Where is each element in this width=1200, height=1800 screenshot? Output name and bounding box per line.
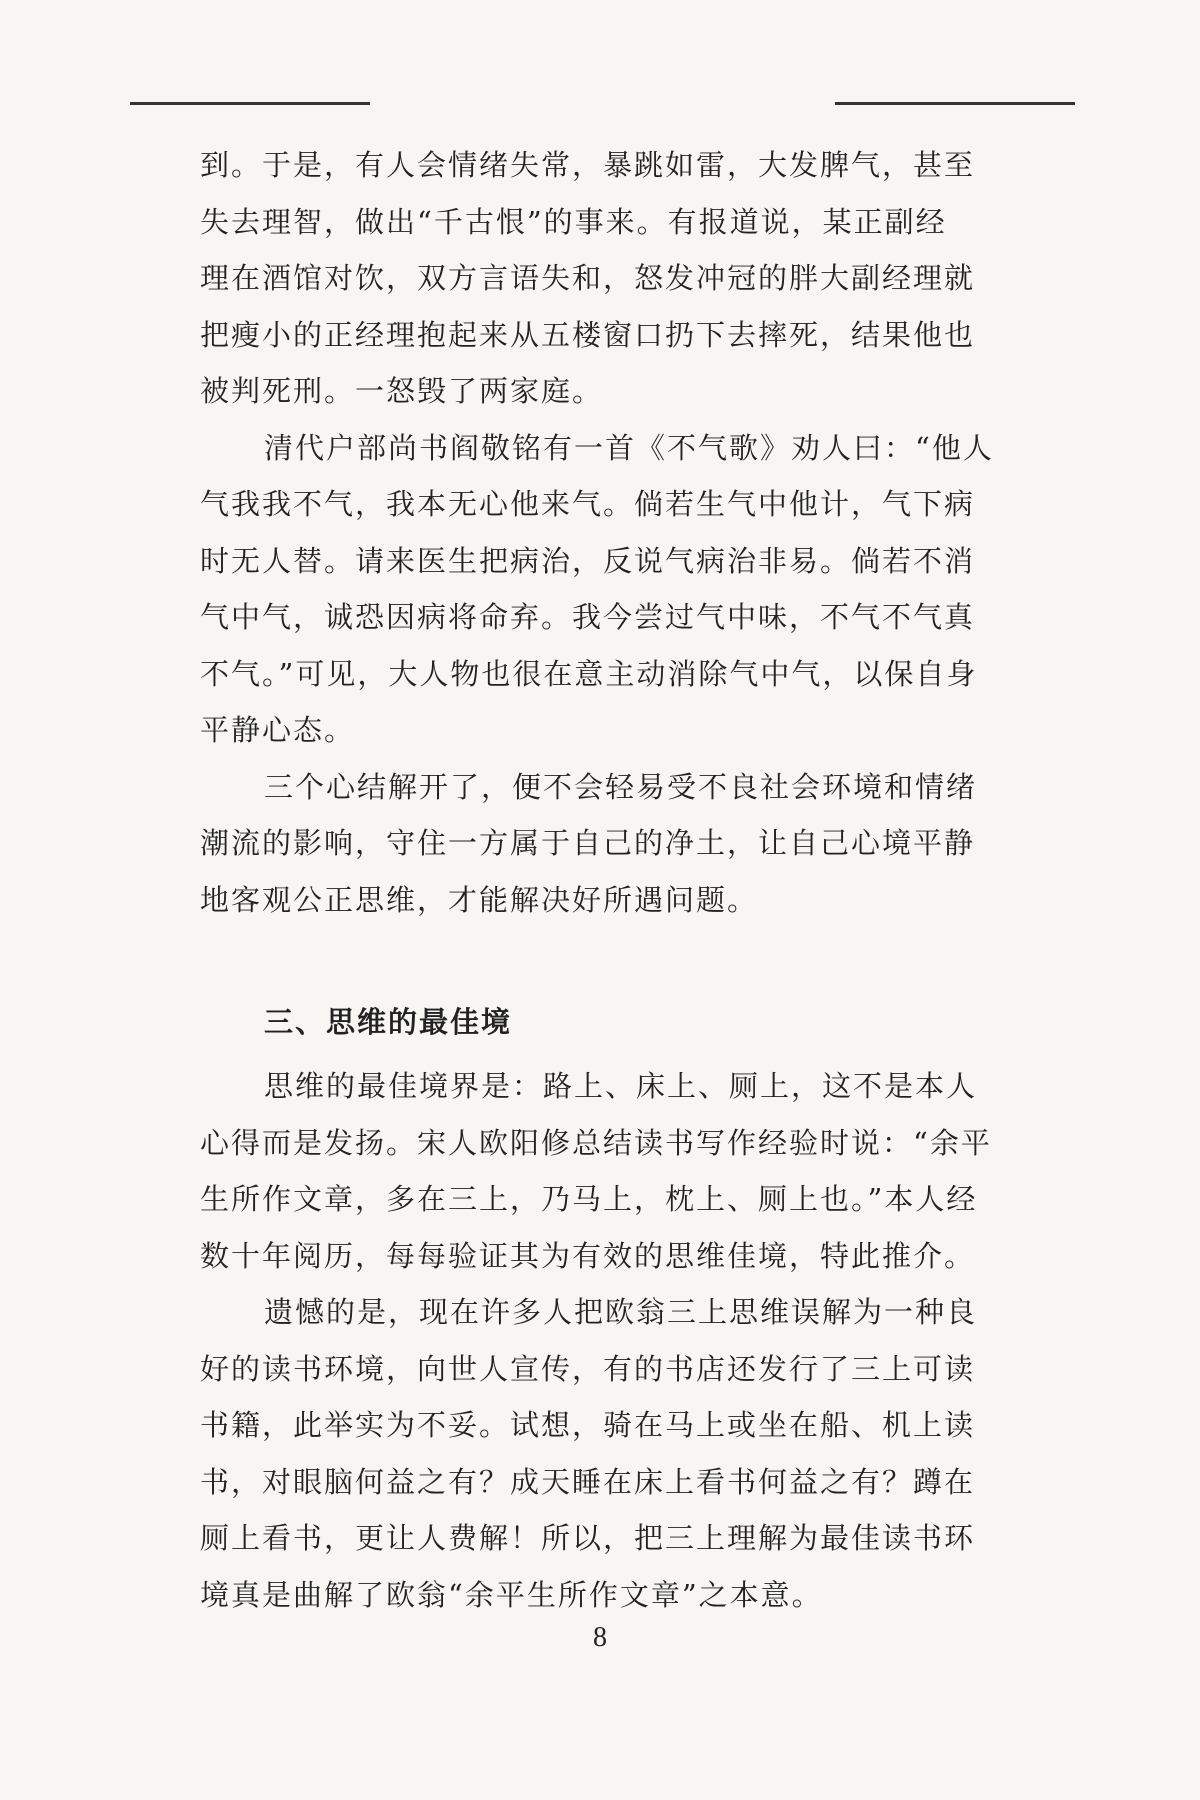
text-line: 遗憾的是，现在许多人把欧翁三上思维误解为一种良 — [264, 1295, 978, 1329]
text-line: 到。于是，有人会情绪失常，暴跳如雷，大发脾气，甚至 — [200, 148, 976, 182]
header-rule-right — [835, 102, 1075, 105]
text-line: 书籍，此举实为不妥。试想，骑在马上或坐在船、机上读 — [200, 1408, 976, 1442]
text-line: 被判死刑。一怒毁了两家庭。 — [200, 374, 604, 408]
text-line: 思维的最佳境界是：路上、床上、厕上，这不是本人 — [264, 1069, 978, 1103]
text-line: 数十年阅历，每每验证其为有效的思维佳境，特此推介。 — [200, 1238, 976, 1273]
text-line: 三个心结解开了，便不会轻易受不良社会环境和情绪 — [264, 769, 978, 804]
text-line: 气我我不气，我本无心他来气。倘若生气中他计，气下病 — [200, 487, 976, 521]
text-line: 厕上看书，更让人费解！所以，把三上理解为最佳读书环 — [200, 1521, 976, 1555]
body-text-bottom — [200, 1058, 1000, 1623]
text-line: 书，对眼脑何益之有？成天睡在床上看书何益之有？蹲在 — [200, 1464, 976, 1499]
page-number: 8 — [593, 1622, 607, 1653]
text-line: 理在酒馆对饮，双方言语失和，怒发冲冠的胖大副经理就 — [200, 261, 976, 295]
text-line: 气中气，诚恐因病将命弃。我今尝过气中味，不气不气真 — [200, 600, 976, 634]
body-text-top — [200, 137, 1000, 928]
text-line: 时无人替。请来医生把病治，反说气病治非易。倘若不消 — [200, 543, 976, 578]
text-line: 地客观公正思维，才能解决好所遇问题。 — [200, 882, 759, 917]
header-rule-left — [130, 102, 370, 105]
text-line: 失去理智，做出“千古恨”的事来。有报道说，某正副经 — [200, 204, 947, 239]
text-line: 境真是曲解了欧翁“余平生所作文章”之本意。 — [200, 1577, 823, 1612]
text-line: 不气。”可见，大人物也很在意主动消除气中气，以保自身 — [200, 656, 978, 691]
text-line: 清代户部尚书阎敬铭有一首《不气歌》劝人曰：“他人 — [264, 430, 994, 465]
section-heading: 三、思维的最佳境 — [264, 1005, 513, 1039]
text-line: 潮流的影响，守住一方属于自己的净土，让自己心境平静 — [200, 826, 976, 860]
text-line: 平静心态。 — [200, 713, 356, 747]
text-line: 心得而是发扬。宋人欧阳修总结读书写作经验时说：“余平 — [200, 1125, 992, 1160]
text-line: 把瘦小的正经理抱起来从五楼窗口扔下去摔死，结果他也 — [200, 317, 976, 352]
text-line: 好的读书环境，向世人宣传，有的书店还发行了三上可读 — [200, 1351, 976, 1386]
text-line: 生所作文章，多在三上，乃马上，枕上、厕上也。”本人经 — [200, 1182, 978, 1216]
